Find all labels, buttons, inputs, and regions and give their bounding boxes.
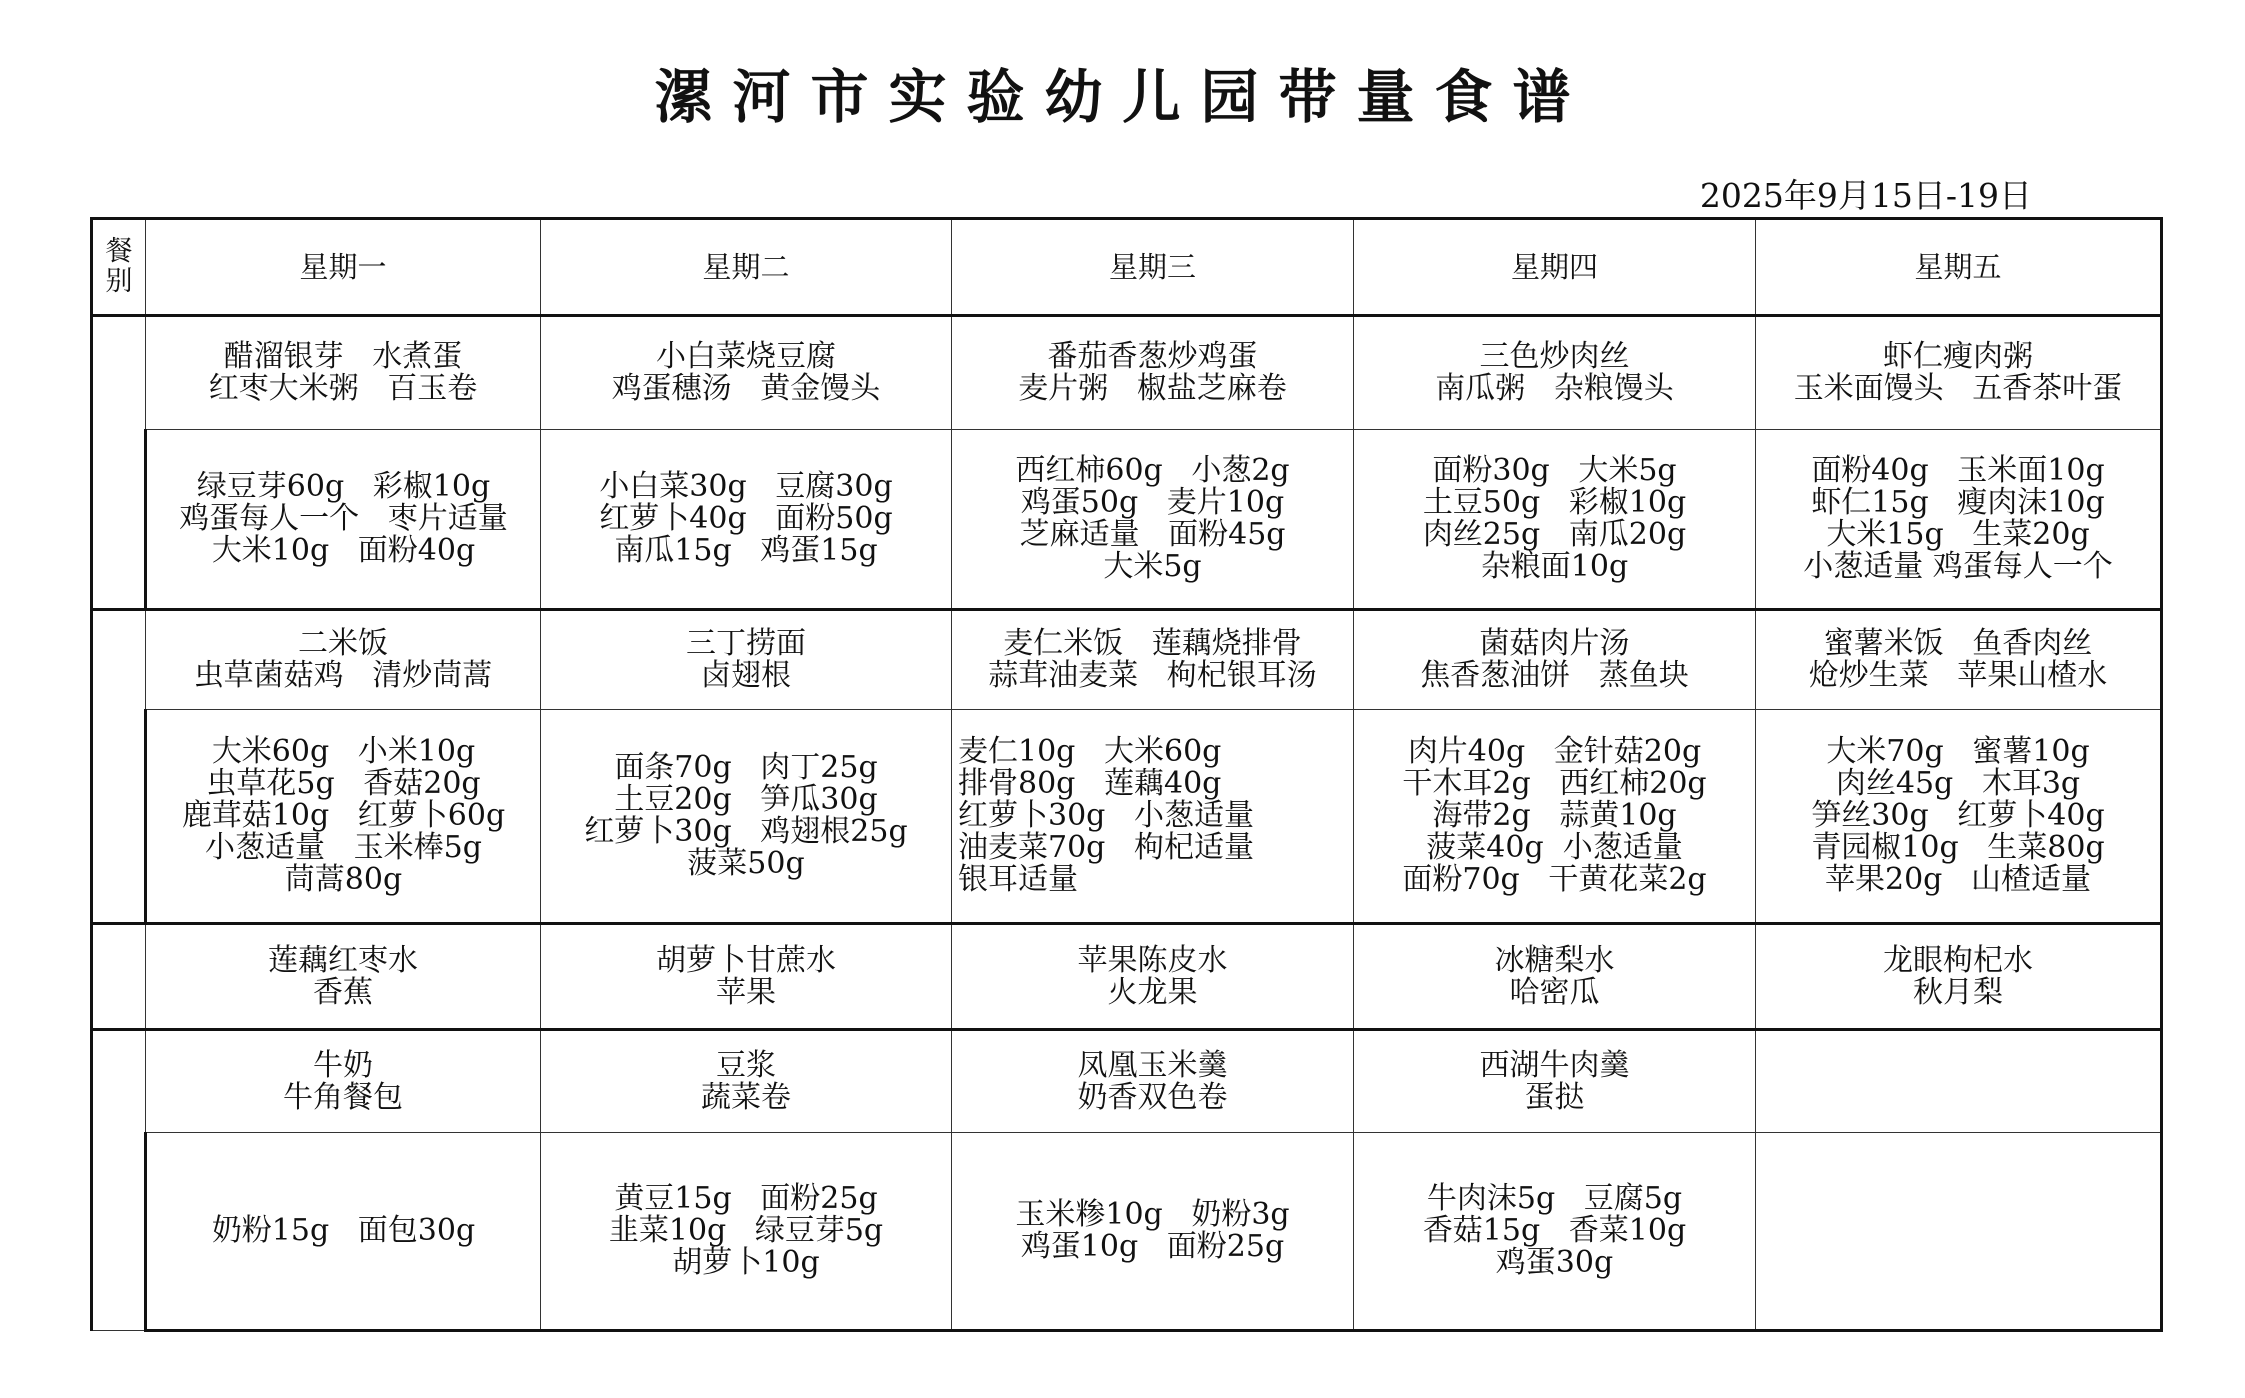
cell-text	[152, 1047, 534, 1115]
cell-line: 小葱适量 鸡蛋每人一个	[1803, 549, 2113, 584]
cell-line: 鸡蛋每人一个 枣片适量	[179, 501, 508, 536]
cell-text	[547, 752, 945, 880]
cell-line: 面粉40g 玉米面10g	[1811, 453, 2105, 488]
table-cell	[541, 1030, 952, 1133]
cell-line: 牛肉沫5g 豆腐5g	[1426, 1181, 1683, 1216]
cell-line: 韭菜10g 绿豆芽5g	[608, 1213, 884, 1248]
table-cell	[541, 924, 952, 1030]
table-cell	[146, 710, 541, 924]
cell-line: 小葱适量 玉米棒5g	[205, 830, 482, 865]
cell-line: 胡萝卜甘蔗水	[656, 942, 836, 978]
snack-meal-label	[92, 924, 146, 1030]
cell-line: 香蕉	[313, 974, 373, 1010]
cell-line: 蒜茸油麦菜 枸杞银耳汤	[988, 658, 1317, 693]
cell-line: 面粉70g 干黄花菜2g	[1402, 862, 1707, 897]
cell-line: 大米5g	[1103, 549, 1202, 584]
cell-line: 土豆20g 笋瓜30g	[614, 782, 878, 817]
cell-line: 番茄香葱炒鸡蛋	[1047, 339, 1258, 374]
cell-line: 干木耳2g 西红柿20g	[1402, 766, 1707, 801]
dinner-ingredients-row	[92, 1133, 2162, 1331]
cell-text	[1360, 628, 1749, 692]
cell-line: 笋丝30g 红萝卜40g	[1811, 798, 2105, 833]
cell-text	[1360, 942, 1749, 1010]
table-cell	[146, 1030, 541, 1133]
table-cell	[146, 316, 541, 430]
table-cell	[952, 1030, 1354, 1133]
cell-text	[153, 471, 534, 567]
cell-line: 香菇15g 香菜10g	[1422, 1213, 1687, 1248]
cell-line: 肉丝25g 南瓜20g	[1422, 517, 1687, 552]
cell-text	[1360, 1047, 1749, 1115]
table-cell	[1756, 316, 2162, 430]
cell-line: 醋溜银芽 水煮蛋	[223, 339, 463, 374]
table-cell	[1354, 1030, 1756, 1133]
day-header-friday: 星期五	[1756, 219, 2162, 316]
cell-line: 蜜薯米饭 鱼香肉丝	[1823, 626, 2093, 661]
cell-text	[152, 942, 534, 1010]
meal-type-header-text	[97, 237, 141, 297]
dinner-dishes-row	[92, 1030, 2162, 1133]
cell-text	[547, 1047, 945, 1115]
breakfast-dishes-row	[92, 316, 2162, 430]
cell-line: 红萝卜30g 鸡翅根25g	[584, 814, 908, 849]
cell-text	[1360, 736, 1749, 896]
cell-line: 哈密瓜	[1509, 974, 1600, 1010]
table-cell	[1354, 710, 1756, 924]
cell-line: 红萝卜40g 面粉50g	[599, 501, 893, 536]
cell-line: 小白菜烧豆腐	[656, 339, 836, 374]
cell-line: 龙眼枸杞水	[1883, 942, 2033, 978]
cell-text	[958, 942, 1347, 1010]
cell-line: 豆浆	[716, 1047, 776, 1083]
cell-line: 大米15g 生菜20g	[1826, 517, 2090, 552]
cell-line: 绿豆芽60g 彩椒10g	[196, 469, 491, 504]
table-cell	[146, 1133, 541, 1331]
cell-line: 大米70g 蜜薯10g	[1826, 734, 2090, 769]
day-header-monday: 星期一	[146, 219, 541, 316]
cell-line: 凤凰玉米羹	[1077, 1047, 1228, 1083]
cell-line: 西湖牛肉羹	[1479, 1047, 1630, 1083]
cell-line: 西红柿60g 小葱2g	[1015, 453, 1290, 488]
cell-text	[152, 628, 534, 692]
table-cell	[1756, 1133, 2162, 1331]
cell-text	[153, 736, 534, 896]
table-cell	[541, 1133, 952, 1331]
cell-line: 鹿茸菇10g 红萝卜60g	[181, 798, 506, 833]
table-cell	[952, 430, 1354, 610]
day-header-wednesday: 星期三	[952, 219, 1354, 316]
table-cell	[541, 610, 952, 710]
cell-line: 土豆50g 彩椒10g	[1422, 485, 1687, 520]
cell-line: 茼蒿80g	[284, 862, 403, 897]
cell-line: 焦香葱油饼 蒸鱼块	[1420, 658, 1689, 693]
cell-line: 虾仁瘦肉粥	[1883, 339, 2033, 374]
cell-line: 苹果陈皮水	[1077, 942, 1228, 978]
cell-line: 杂粮面10g	[1480, 549, 1629, 584]
cell-line: 玉米面馒头 五香茶叶蛋	[1793, 371, 2123, 406]
cell-line: 炝炒生菜 苹果山楂水	[1808, 658, 2108, 693]
meal-type-header	[92, 219, 146, 316]
cell-line: 肉片40g 金针菇20g	[1407, 734, 1702, 769]
cell-line: 鸡蛋50g 麦片10g	[1020, 485, 1285, 520]
cell-line: 三丁捞面	[686, 626, 806, 661]
lunch-meal-label	[92, 610, 146, 924]
cell-text	[958, 736, 1347, 896]
table-cell	[1354, 430, 1756, 610]
table-cell	[1354, 1133, 1756, 1331]
cell-line: 蛋挞	[1524, 1079, 1585, 1115]
cell-line: 苹果20g 山楂适量	[1825, 862, 2091, 897]
cell-text	[547, 471, 945, 567]
table-cell	[541, 430, 952, 610]
cell-line: 菌菇肉片汤	[1479, 626, 1630, 661]
table-cell	[541, 710, 952, 924]
cell-text	[547, 628, 945, 692]
table-cell	[1756, 710, 2162, 924]
cell-line: 排骨80g 莲藕40g	[958, 766, 1222, 801]
cell-line: 玉米糁10g 奶粉3g	[1015, 1197, 1290, 1232]
cell-line: 胡萝卜10g	[672, 1245, 820, 1280]
snack-row	[92, 924, 2162, 1030]
menu-table	[90, 217, 2163, 1332]
dinner-meal-label	[92, 1030, 146, 1331]
cell-text	[1762, 628, 2154, 692]
table-cell	[146, 430, 541, 610]
cell-line: 蔬菜卷	[701, 1079, 791, 1115]
cell-line: 油麦菜70g 枸杞适量	[958, 830, 1254, 865]
table-cell	[952, 1133, 1354, 1331]
table-cell	[1756, 924, 2162, 1030]
cell-line: 莲藕红枣水	[268, 942, 418, 978]
table-cell	[952, 710, 1354, 924]
date-range: 2025年9月15日-19日	[1699, 176, 2032, 215]
cell-line: 鸡蛋穗汤 黄金馒头	[611, 371, 881, 406]
cell-line: 卤翅根	[701, 658, 791, 693]
cell-text	[958, 1047, 1347, 1115]
cell-line: 红萝卜30g 小葱适量	[958, 798, 1254, 833]
cell-line: 奶粉15g 面包30g	[211, 1213, 476, 1248]
cell-line: 肉丝45g 木耳3g	[1835, 766, 2081, 801]
table-cell	[1756, 610, 2162, 710]
cell-text	[547, 341, 945, 405]
cell-line: 虾仁15g 瘦肉沫10g	[1811, 485, 2105, 520]
cell-line: 黄豆15g 面粉25g	[614, 1181, 878, 1216]
cell-line: 麦仁米饭 莲藕烧排骨	[1003, 626, 1302, 661]
cell-text	[547, 942, 945, 1010]
cell-line: 银耳适量	[958, 862, 1078, 897]
cell-text	[547, 1183, 945, 1279]
cell-line: 虫草花5g 香菇20g	[206, 766, 481, 801]
cell-text	[1360, 1183, 1749, 1279]
cell-line: 牛奶	[313, 1047, 373, 1083]
table-cell	[952, 610, 1354, 710]
cell-text	[958, 628, 1347, 692]
cell-line: 大米10g 面粉40g	[211, 533, 476, 568]
cell-line: 小白菜30g 豆腐30g	[599, 469, 893, 504]
cell-line: 奶香双色卷	[1077, 1079, 1228, 1115]
lunch-dishes-row	[92, 610, 2162, 710]
cell-line: 牛角餐包	[283, 1079, 403, 1115]
cell-text	[1762, 455, 2154, 583]
day-header-thursday: 星期四	[1354, 219, 1756, 316]
cell-line: 菠菜50g	[687, 846, 805, 881]
cell-line: 冰糖梨水	[1494, 942, 1615, 978]
cell-line: 二米饭	[298, 626, 388, 661]
table-cell	[1756, 430, 2162, 610]
cell-text	[1762, 341, 2154, 405]
cell-text	[958, 455, 1347, 583]
table-cell	[952, 924, 1354, 1030]
cell-text	[1360, 341, 1749, 405]
day-header-tuesday: 星期二	[541, 219, 952, 316]
cell-line: 麦仁10g 大米60g	[958, 734, 1222, 769]
cell-line: 苹果	[716, 974, 776, 1010]
table-cell	[1354, 316, 1756, 430]
cell-line: 三色炒肉丝	[1479, 339, 1630, 374]
table-cell	[146, 924, 541, 1030]
cell-line: 虫草菌菇鸡 清炒茼蒿	[193, 658, 493, 693]
cell-text	[1360, 455, 1749, 583]
cell-line: 面粉30g 大米5g	[1432, 453, 1677, 488]
cell-line: 火龙果	[1107, 974, 1198, 1010]
breakfast-ingredients-row	[92, 430, 2162, 610]
cell-line: 红枣大米粥 百玉卷	[208, 371, 478, 406]
table-cell	[1354, 610, 1756, 710]
cell-text	[1762, 736, 2154, 896]
cell-text	[153, 1215, 534, 1247]
cell-line: 鸡蛋10g 面粉25g	[1020, 1229, 1285, 1264]
cell-line: 秋月梨	[1913, 974, 2003, 1010]
cell-text	[1762, 942, 2154, 1010]
cell-line: 餐	[105, 236, 133, 267]
cell-line: 别	[105, 266, 133, 297]
table-header-row	[92, 219, 2162, 316]
cell-text	[958, 341, 1347, 405]
cell-line: 鸡蛋30g	[1495, 1245, 1614, 1280]
cell-line: 菠菜40g 小葱适量	[1426, 830, 1683, 865]
cell-line: 面条70g 肉丁25g	[614, 750, 878, 785]
table-cell	[541, 316, 952, 430]
cell-text	[958, 1199, 1347, 1263]
cell-line: 南瓜粥 杂粮馒头	[1435, 371, 1674, 406]
cell-line: 海带2g 蒜黄10g	[1432, 798, 1677, 833]
cell-line: 芝麻适量 面粉45g	[1019, 517, 1286, 552]
cell-line: 麦片粥 椒盐芝麻卷	[1018, 371, 1287, 406]
table-cell	[1756, 1030, 2162, 1133]
page-title: 漯河市实验幼儿园带量食谱	[654, 63, 1591, 131]
table-cell	[952, 316, 1354, 430]
cell-line: 南瓜15g 鸡蛋15g	[614, 533, 878, 568]
breakfast-meal-label	[92, 316, 146, 610]
table-cell	[1354, 924, 1756, 1030]
lunch-ingredients-row	[92, 710, 2162, 924]
cell-line: 青园椒10g 生菜80g	[1811, 830, 2105, 865]
cell-line: 大米60g 小米10g	[211, 734, 476, 769]
cell-text	[152, 341, 534, 405]
table-cell	[146, 610, 541, 710]
